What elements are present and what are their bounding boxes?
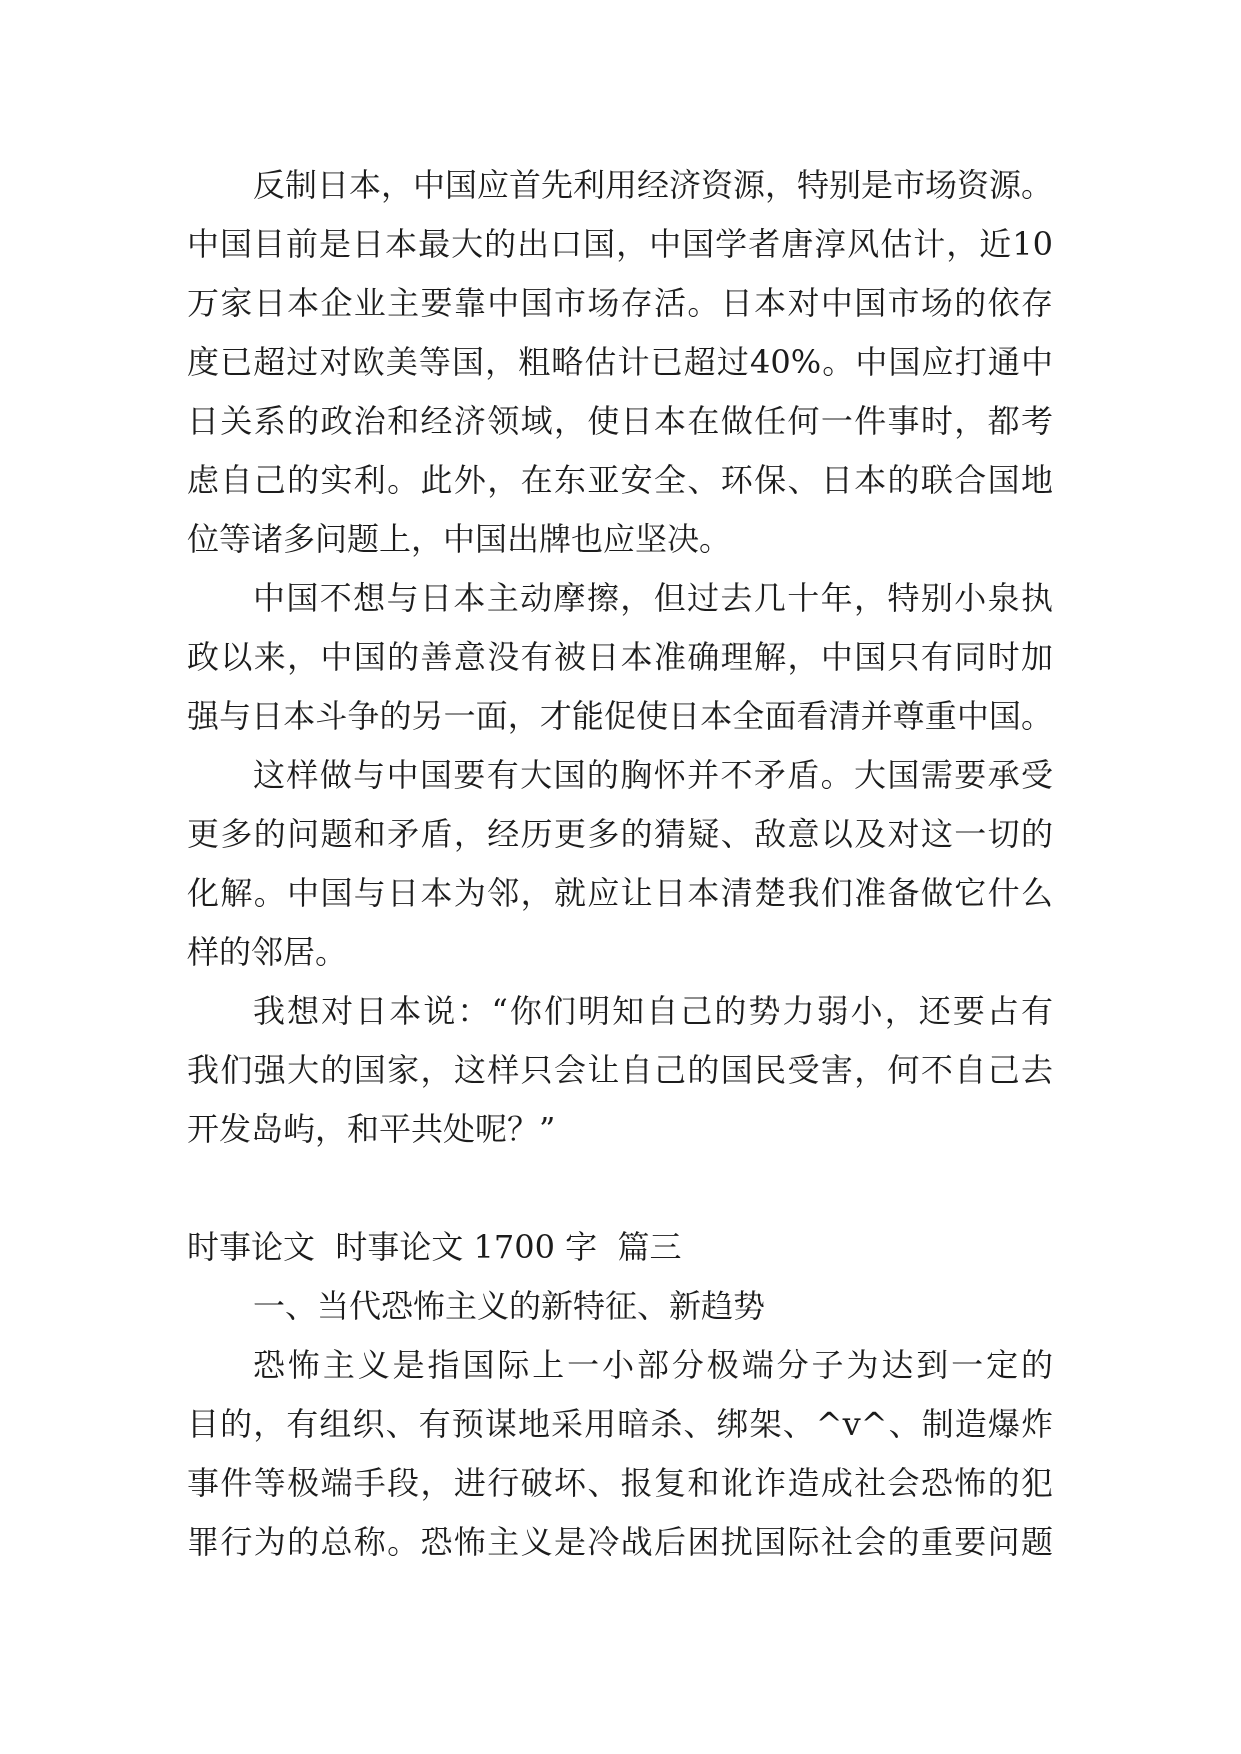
text-line: 反制日本，中国应首先利用经济资源，特别是市场资源。 [253,166,1054,204]
text-line: 罪行为的总称。恐怖主义是冷战后困扰国际社会的重要问题 [187,1523,1053,1561]
text-line: 我们强大的国家，这样只会让自己的国民受害，何不自己去 [187,1051,1053,1089]
text-line: 强与日本斗争的另一面，才能促使日本全面看清并尊重中国。 [187,697,1053,735]
text-line: 开发岛屿，和平共处呢？” [187,1110,556,1148]
paragraph [187,569,1053,746]
text-line: 化解。中国与日本为邻，就应让日本清楚我们准备做它什么 [187,874,1053,912]
text-line: 目的，有组织、有预谋地采用暗杀、绑架、^v^、制造爆炸 [187,1405,1053,1443]
text-line: 政以来，中国的善意没有被日本准确理解，中国只有同时加 [187,638,1053,676]
text-line: 恐怖主义是指国际上一小部分极端分子为达到一定的 [253,1346,1053,1384]
text-line: 中国不想与日本主动摩擦，但过去几十年，特别小泉执 [253,579,1053,617]
text-line: 万家日本企业主要靠中国市场存活。日本对中国市场的依存 [187,284,1053,322]
blank-line [187,1159,1053,1218]
text-line: 度已超过对欧美等国，粗略估计已超过40%。中国应打通中 [187,343,1053,381]
text-line: 我想对日本说：“你们明知自己的势力弱小，还要占有 [253,992,1053,1030]
paragraph [187,1336,1053,1572]
document-body [187,156,1053,1572]
text-line: 位等诸多问题上，中国出牌也应坚决。 [187,520,732,558]
text-line: 事件等极端手段，进行破坏、报复和讹诈造成社会恐怖的犯 [187,1464,1053,1502]
paragraph [187,156,1053,569]
paragraph [187,746,1053,982]
text-line: 虑自己的实利。此外，在东亚安全、环保、日本的联合国地 [187,461,1053,499]
text-line: 中国目前是日本最大的出口国，中国学者唐淳风估计，近10 [187,225,1053,263]
section-heading: 时事论文 时事论文 1700 字 篇三 [187,1228,682,1266]
text-line: 这样做与中国要有大国的胸怀并不矛盾。大国需要承受 [253,756,1053,794]
text-line: 日关系的政治和经济领域，使日本在做任何一件事时，都考 [187,402,1053,440]
paragraph [187,982,1053,1159]
subheading: 一、当代恐怖主义的新特征、新趋势 [253,1287,766,1325]
text-line: 样的邻居。 [187,933,348,971]
text-line: 更多的问题和矛盾，经历更多的猜疑、敌意以及对这一切的 [187,815,1053,853]
